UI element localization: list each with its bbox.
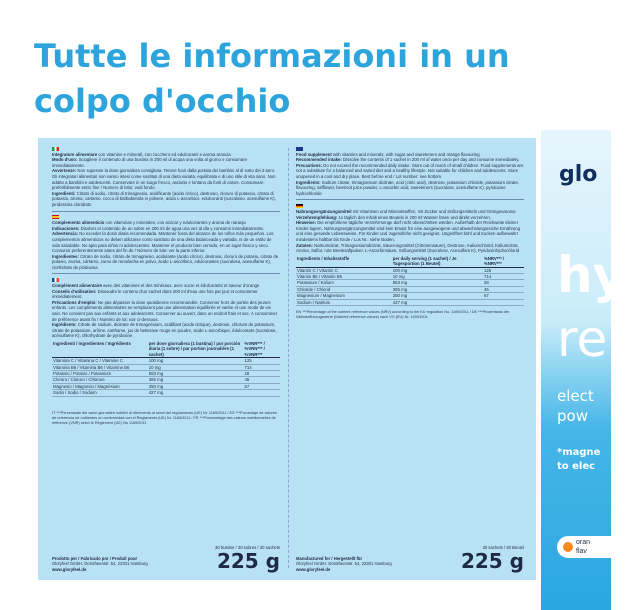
table-cell: Vitamin B6 / Vitamin B6	[296, 273, 392, 279]
de-usage-label: Verzehrempfehlung:	[296, 214, 338, 220]
sachet-count: 30 sachets / 30 Beutel	[482, 544, 524, 550]
es-title-rest: con vitaminas y minerales, con azúcar y edulcorantes y aroma de naranja	[104, 220, 246, 226]
producer-block-left	[52, 556, 148, 572]
footnote-left: IT ***Percentuale dei valori giornalieri nutritivi di riferimento ai sensi del regolamento (UE) Nr. 1169/2011 / ES ***Porcentaje de valores de referencia de nutrientes en conformidad con el Reglamento (UE) Nr. 1169/2011 / FR ***Pourcentage des valeurs nutritionnelles de référence (VNR) selon le Règlement (UE) No 1169/2011	[52, 410, 277, 425]
table-cell: Chloride / Chlorid	[296, 286, 392, 292]
producer-address: Gloryfeel GmbH, Dorotheenstr. 54, 22301 Hamburg	[52, 561, 148, 567]
table-cell: 125	[483, 267, 524, 273]
table-header: per daily serving (1 sachet) / Je Tagesportion (1 Beutel)	[392, 256, 483, 267]
france-flag-icon	[52, 278, 59, 282]
es-usage-label: Indicaciones:	[52, 225, 80, 231]
brand-logo: glo	[559, 162, 598, 187]
table-cell: Sodio / Sodio / Sodium	[52, 390, 148, 396]
left-column	[52, 146, 280, 428]
gb-warning-label: Precautions:	[296, 162, 323, 168]
product-name-line1: hy	[557, 246, 626, 304]
de-ingredients-label: Zutaten:	[296, 242, 313, 248]
orange-icon	[563, 542, 573, 552]
gb-usage-label: Recommended intake:	[296, 157, 342, 163]
gb-ingredients: Sodium citrate, trimagnesium dicitrate, acid (citric acid), dextrose, potassium chloride, potassium citrate, flavouring, safflower, beetroot juice powder, L-ascorbic acid, sweeteners (sucralose, acesulfame K), pyridoxine hydrochloride	[296, 179, 520, 196]
gb-title-rest: with vitamins and minerals, with sugar and sweeteners and orange flavouring	[331, 151, 480, 157]
table-cell: 67	[244, 383, 281, 389]
table-row	[52, 390, 280, 396]
table-cell: 10 mg	[148, 364, 244, 370]
fr-ingredients-label: Ingrédients:	[52, 322, 77, 328]
table-cell: 365 mg	[392, 286, 483, 292]
table-header: %VNR*** / %VRN*** / %VNR***	[244, 341, 281, 358]
table-cell: 714	[244, 364, 281, 370]
table-cell: 67	[483, 293, 524, 299]
claim-line1: *magne	[557, 447, 601, 458]
sachet-count: 30 bustine / 30 sobres / 30 sachets	[215, 544, 280, 550]
fr-warning: Ne pas dépasser la dose quotidienne recommandée. Conserver hors de portée des jeunes enfants. Les compléments alimentaires ne remplacent pas une alimentation équilibrée et variée et une mode de vie sain. Ne convient pas aux enfants et aux adolescents. Conserver au ouvert, dans un endroit frais et sec. A consommer de préférence avant fin / Numéro de lot: voir ci-dessous.	[52, 299, 278, 322]
table-cell: Vitamin C / Vitamin C	[296, 267, 392, 273]
es-title: Complemento alimenticio	[52, 220, 105, 226]
es-usage: Disolver el contenido de un sobre en 200 ml de agua una vez al día y consumir inmediatamente.	[79, 225, 265, 231]
it-title-rest: con vitamine e minerali, con zucchero ed edulcoranti e aroma arancia	[97, 151, 231, 157]
product-name-line2: re	[557, 310, 608, 368]
producer-block-right	[296, 556, 392, 572]
net-weight-right	[461, 545, 524, 572]
pack-front-artwork	[541, 130, 626, 610]
table-cell: Magnesio / Magnesio / Magnésium	[52, 383, 148, 389]
de-warning: Die empfohlene tägliche Verzehrmenge darf nicht überschritten werden. Außerhalb der Reichweite kleiner Kinder lagern. Nahrungsergänzungsmittel sind kein Ersatz für eine ausgewogene und abwechslungsreiche Ernährung und eine gesunde Lebensweise. Für Kinder und Jugendliche nicht geeignet. Ungeöffnet kühl und trocken aufbewahrt mindestens haltbar bis Ende / Los Nr.: siehe Boden.	[296, 220, 521, 242]
gb-warning: Do not exceed the recommended daily intake. Store out of reach of small children. Food supplements are not a substitute for a balanced and varied diet and a healthy lifestyle. Not suitable for children and adolescents. Store unopened in a cool and dry place. Best before end / Lot number: see bottom.	[296, 162, 524, 179]
es-ingredients: Citrato de sodio, citrato de trimagnesio, acidulante (ácido cítrico), dextrosa, cloruro de potasio, citrato de potasio, aroma, cártamo, zumo de remolacha en polvo, ácido L-ascórbico, edulcorantes (sucralosa, acesulfame K), clorhidrato de piridoxina	[52, 253, 279, 270]
flavour-badge	[557, 536, 627, 558]
table-cell: 365 mg	[148, 377, 244, 383]
footnote-right: EN ***Percentage of the nutrient reference values (NRV) according to the EU regulation No. 1169/2011 / DE ***Prozentsatz der Nährstoffbezugswerte (Nutrient reference values) nach VO (EU) Nr. 1169/2011	[296, 309, 510, 319]
germany-flag-icon	[296, 204, 303, 208]
it-usage: Sciogliere il contenuto di una bustina in 200 ml di acqua una volta al giorno e consumare immediatamente.	[52, 157, 247, 168]
it-ingredients: Citrato di sodio, citrato di trimagnesio, acidificante (acido citrico), destrosio, cloruro di potassio, citrato di potassio, aroma, cartamo, cocco di barbabietola in polvere, acido L-ascorbico, edulcoranti (sucralosio, acesulfame K), piridossina cloridrato	[52, 190, 276, 207]
table-cell: 28	[244, 371, 281, 377]
claim-text	[557, 446, 600, 474]
flavour-line1: oran	[576, 539, 591, 546]
website: www.gloryfeel.de	[52, 566, 87, 572]
table-header: Ingredients / Inhaltsstoffe	[296, 256, 392, 267]
product-descriptor	[557, 386, 594, 426]
gb-ingredients-label: Ingredients:	[296, 179, 321, 185]
it-warning: Non superare la dose giornaliera consigliata. Tenere fuori dalla portata dei bambini al di sotto dei 3 anni. Gli integratori alimentari non vanno intesi come sostituti di una dieta variata, equilibrata e di uno stile di vita sano. Non adatto a bambini e adolescenti. Conservare in un luogo fresco, asciutto e lontano da fonti di calore. Consumare preferibilmente entro fine / Numero di lotto: vedi fondo.	[52, 168, 276, 191]
column-divider	[288, 148, 289, 568]
descriptor-line1: elect	[557, 387, 594, 405]
table-cell: Vitamina B6 / Vitamina B6 / Vitamine B6	[52, 364, 148, 370]
table-cell: 125	[244, 358, 281, 364]
table-header: %NRV*** / %NRV***	[483, 256, 524, 267]
table-cell	[244, 390, 281, 396]
table-cell: 250 mg	[392, 293, 483, 299]
table-cell: Potassium / Kalium	[296, 280, 392, 286]
fr-title: Complément alimentaire	[52, 283, 102, 289]
fr-ingredients: Citrate de sodium, dicitrate de trimagnésium, acidifiant (acide citrique), dextrose, chlorure de potassium, citrate de potassium, arôme, carthame, jus de betterave rouge en poudre, acide L-ascorbique, édulcorants (sucralose, acésulfame K), chlorhydrate de pyridoxine	[52, 322, 277, 339]
gb-section	[296, 146, 524, 196]
es-section	[52, 215, 280, 271]
right-column	[296, 146, 524, 322]
table-header: per dose giornaliera (1 bustina) / por porción diaria (1 sobre) / par portion journalière (1 sachet)	[148, 341, 244, 358]
de-usage: 1x täglich den Inhalt eines Beutels in 200 ml Wasser lösen und direkt verzehren.	[337, 214, 491, 220]
es-warning-label: Advertencia:	[52, 231, 79, 237]
it-warning-label: Avvertenze:	[52, 168, 77, 174]
table-cell: Potassio / Potasio / Potassium	[52, 371, 148, 377]
fr-title-rest: avec des vitamines et des minéraux, avec sucre et édulcorants et saveur d'orange	[101, 283, 260, 289]
table-cell	[483, 299, 524, 305]
net-weight: 225 g	[460, 549, 524, 573]
fr-usage-label: Conseils d'utilisation:	[52, 288, 97, 294]
divider	[52, 211, 280, 212]
de-title-rest: mit Vitaminen und Mineralstoffen, mit Zucker und Süßungsmitteln und Orangenaroma	[351, 208, 516, 214]
de-ingredients: Natriumcitrat, Trimagnesiumdicitrat, Säuerungsmittel (Citronensäure), Dextrose, Kaliumchlorid, Kaliumcitrat, Aroma, Saflor, rote Beetesaftpulver, L-Ascorbinsäure, Süßungsmittel (Sucralose, Acesulfam K), Pyridoxinhydrochlorid	[296, 242, 520, 254]
table-cell: 714	[483, 273, 524, 279]
gb-title: Food supplement	[296, 151, 332, 157]
table-cell: 28	[483, 280, 524, 286]
it-section	[52, 146, 280, 208]
table-cell: Sodium / Natrium	[296, 299, 392, 305]
descriptor-line2: pow	[557, 407, 588, 425]
uk-flag-icon	[296, 147, 303, 151]
de-warning-label: Hinweise:	[296, 220, 317, 226]
net-weight-left	[215, 545, 280, 572]
table-cell: 10 mg	[392, 273, 483, 279]
divider	[296, 199, 524, 200]
flavour-text	[576, 538, 590, 556]
pack-front	[541, 130, 626, 610]
producer-label: Prodotto per / Fabricado por / Produit pour	[52, 555, 138, 561]
table-cell: 100 mg	[392, 267, 483, 273]
table-header: Ingredienti / Ingredientes / Ingrédients	[52, 341, 148, 358]
fr-section	[52, 277, 280, 339]
nutrition-table-right	[296, 256, 524, 306]
it-ingredients-label: Ingredienti:	[52, 190, 76, 196]
fr-usage: Dissoudre le contenu d'un sachet dans 200 ml d'eau une fois par jour et consommer immédiatement.	[52, 288, 258, 300]
divider	[52, 273, 280, 274]
table-cell: 427 mg	[392, 299, 483, 305]
table-cell: Cloruro / Cloruro / Chlorure	[52, 377, 148, 383]
es-warning: No exceder la dosis diaria recomendada. Mantener fuera del alcance de los niños más pequeños. Los complementos alimenticios no deben utilizarse como sustituto de una dieta balanceada y variada, ni de un estilo de vida saludable. No apto para niños ni adolescentes. Mantener el producto bien cerrado, en un lugar fresco y seco. Consumir preferentemente antes del fin de / Número de lote: ver la parte inferior.	[52, 231, 274, 254]
table-cell: 45	[483, 286, 524, 292]
gb-usage: Dissolve the contents of 1 sachet in 200 ml of water once per day and consume immediately.	[341, 157, 520, 163]
producer-label: Manufactured for / Hergestellt für	[296, 555, 363, 561]
table-cell: 250 mg	[148, 383, 244, 389]
table-row	[296, 299, 524, 305]
claim-line2: to elec	[557, 461, 596, 472]
flavour-line2: flav	[576, 548, 587, 555]
label-panel	[38, 138, 536, 580]
de-title: Nahrungsergänzungsmittel	[296, 208, 352, 214]
spain-flag-icon	[52, 215, 59, 219]
it-usage-label: Modo d'uso:	[52, 157, 78, 163]
table-cell: 45	[244, 377, 281, 383]
it-title: Integratore alimentare	[52, 151, 98, 157]
right-footer	[296, 545, 524, 572]
table-cell: 100 mg	[148, 358, 244, 364]
left-footer	[52, 545, 280, 572]
website: www.gloryfeel.de	[296, 566, 331, 572]
fr-warning-label: Précautions d'emploi:	[52, 299, 97, 305]
net-weight: 225 g	[216, 549, 280, 573]
de-section	[296, 203, 524, 253]
producer-address: Gloryfeel GmbH, Dorotheenstr. 54, 22301 Hamburg	[296, 561, 392, 567]
table-cell: Magnesium / Magnesium	[296, 293, 392, 299]
es-ingredients-label: Ingredientes:	[52, 253, 79, 259]
table-cell: 427 mg	[148, 390, 244, 396]
italy-flag-icon	[52, 147, 59, 151]
nutrition-table-left	[52, 341, 280, 397]
table-cell: Vitamina C / Vitamina C / Vitamine C	[52, 358, 148, 364]
page-headline: Tutte le informazioni in un colpo d'occhio	[34, 37, 510, 120]
table-cell: 553 mg	[148, 371, 244, 377]
table-cell: 553 mg	[392, 280, 483, 286]
